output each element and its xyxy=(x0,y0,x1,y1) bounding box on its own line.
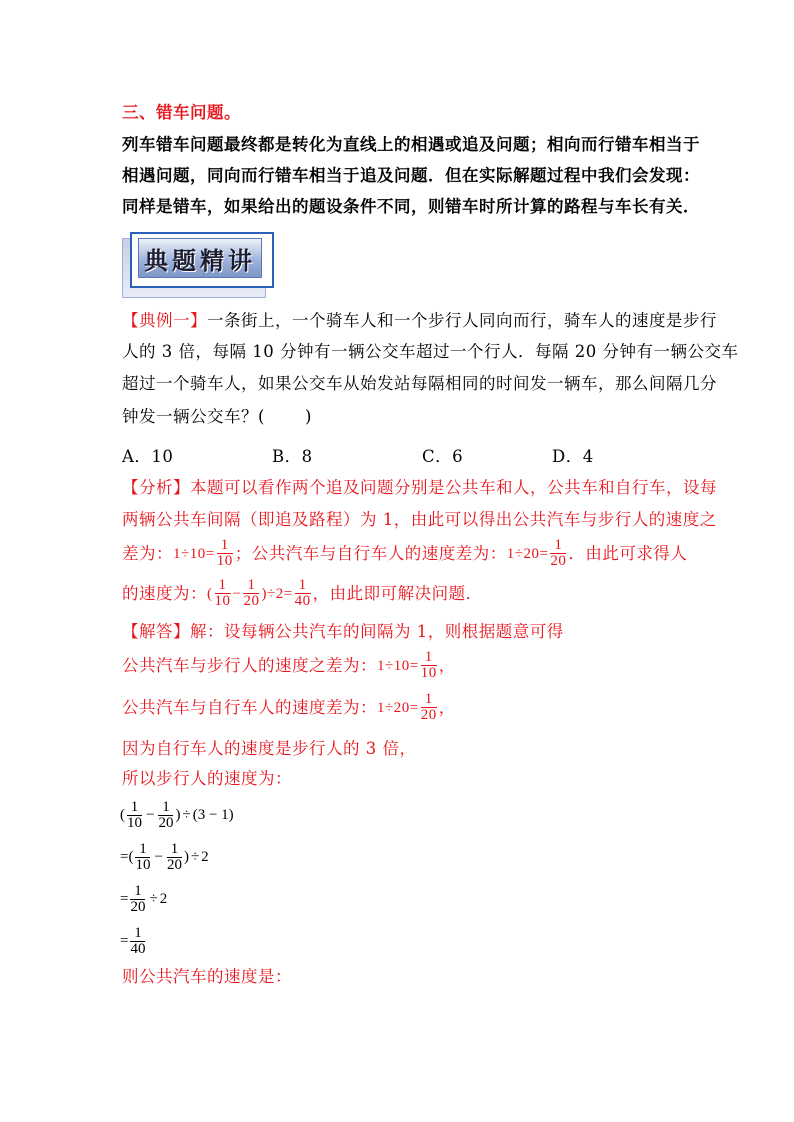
option-a: A．10 xyxy=(122,447,174,466)
step-4: = $\frac{1}{40}$ xyxy=(120,925,146,957)
answer-blank-close: ) xyxy=(304,407,312,426)
frac-1-10: $\frac{1}{10}$ xyxy=(127,799,142,831)
option-c: C．6 xyxy=(422,447,464,466)
step-2: = ( $\frac{1}{10}$ − $\frac{1}{20}$ ) ÷ 2 xyxy=(120,841,209,873)
solution-so: 所以步行人的速度为： xyxy=(122,769,292,788)
step-1: ( $\frac{1}{10}$ − $\frac{1}{20}$ ) ÷ (3 − 1) xyxy=(120,799,234,831)
example-tag: 【典例一】 xyxy=(122,311,207,330)
expr-div-2: )÷2= xyxy=(261,585,293,602)
analysis-line-3 xyxy=(122,538,687,569)
solution-diff-bike: 公共汽车与自行车人的速度差为： 1÷20= $\frac{1}{20}$ ， xyxy=(122,691,456,723)
analysis-line-2: 两辆公共车间隔（即追及路程）为 1，由此可以得出公共汽车与步行人的速度之 xyxy=(122,510,717,529)
frac-1-20: $\frac{1}{20}$ xyxy=(243,577,260,609)
example-line-1 xyxy=(122,310,717,332)
solution-line-1 xyxy=(122,621,564,643)
intro-line-1: 列车错车问题最终都是转化为直线上的相遇或追及问题；相向而行错车相当于 xyxy=(122,135,700,154)
example-text-1: 一条街上，一个骑车人和一个步行人同向而行，骑车人的速度是步行 xyxy=(207,311,717,330)
expr-1-div-20: 1÷20= xyxy=(506,545,549,562)
option-b: B．8 xyxy=(272,447,313,466)
frac-1-10: $\frac{1}{10}$ xyxy=(214,577,231,609)
frac-1-10: $\frac{1}{10}$ xyxy=(135,841,151,873)
example-line-4 xyxy=(122,406,312,428)
analysis-line-1 xyxy=(122,477,717,499)
section-badge xyxy=(122,232,274,296)
frac-1-10: $\frac{1}{10}$ xyxy=(216,537,233,569)
solution-reason: 因为自行车人的速度是步行人的 3 倍， xyxy=(122,739,417,758)
expr-1-div-10: 1÷10= xyxy=(377,657,419,674)
example-line-3: 超过一个骑车人，如果公交车从始发站每隔相同的时间发一辆车，那么间隔几分 xyxy=(122,374,717,393)
analysis-text-3b: ；公共汽车与自行车人的速度差为： xyxy=(234,543,507,563)
badge-label: 典题精讲 xyxy=(144,245,256,275)
option-d: D．4 xyxy=(552,447,594,466)
analysis-text-1: 本题可以看作两个追及问题分别是公共车和人，公共车和自行车，设每 xyxy=(190,478,717,497)
example-text-4: 钟发一辆公交车？( xyxy=(122,407,265,426)
expr-1-div-20: 1÷20= xyxy=(377,699,419,716)
frac-1-40: $\frac{1}{40}$ xyxy=(294,577,311,609)
solution-bus-speed: 则公共汽车的速度是： xyxy=(122,967,292,986)
badge-plate xyxy=(138,238,262,278)
analysis-tag: 【分析】 xyxy=(122,478,190,497)
solution-tag: 【解答】 xyxy=(122,622,190,641)
analysis-text-3c: ．由此可求得人 xyxy=(568,543,688,563)
frac-1-20: $\frac{1}{20}$ xyxy=(130,883,146,915)
example-line-2: 人的 3 倍，每隔 10 分钟有一辆公交车超过一个行人．每隔 20 分钟有一辆公交车 xyxy=(122,342,739,361)
frac-1-40: $\frac{1}{40}$ xyxy=(130,925,146,957)
frac-1-20: $\frac{1}{20}$ xyxy=(420,691,437,723)
frac-1-10: $\frac{1}{10}$ xyxy=(420,649,437,681)
frac-1-20: $\frac{1}{20}$ xyxy=(550,537,567,569)
intro-line-2: 相遇问题，同向而行错车相当于追及问题．但在实际解题过程中我们会发现： xyxy=(122,166,700,185)
expr-1-div-10: 1÷10= xyxy=(173,545,215,562)
intro-line-3: 同样是错车，如果给出的题设条件不同，则错车时所计算的路程与车长有关． xyxy=(122,197,700,216)
solution-intro: 解：设每辆公共汽车的间隔为 1，则根据题意可得 xyxy=(190,622,564,641)
solution-diff-walk: 公共汽车与步行人的速度之差为： 1÷10= $\frac{1}{10}$ ， xyxy=(122,649,456,681)
frac-1-20: $\frac{1}{20}$ xyxy=(166,841,182,873)
section-title: 三、错车问题。 xyxy=(122,103,241,122)
analysis-text-4b: ，由此即可解决问题． xyxy=(312,583,483,603)
frac-1-20: $\frac{1}{20}$ xyxy=(158,799,174,831)
analysis-text-3a: 差为： xyxy=(122,543,173,563)
analysis-line-4: 的速度为： ( $\frac{1}{10}$ − $\frac{1}{20}$ )÷2= $\frac{1}{40}$ ，由此即可解决问题． xyxy=(122,577,483,609)
step-3: = $\frac{1}{20}$ ÷ 2 xyxy=(120,883,168,915)
analysis-text-4a: 的速度为： xyxy=(122,583,207,603)
